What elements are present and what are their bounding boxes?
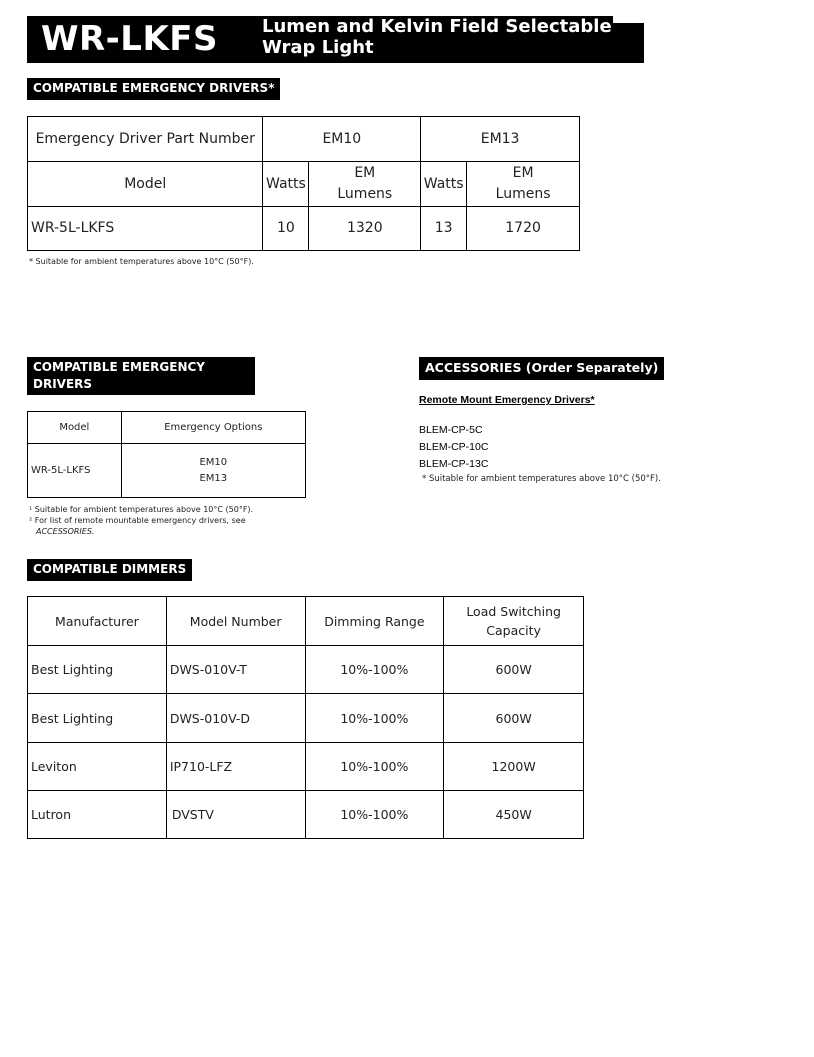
section-heading-emergency-drivers: COMPATIBLE EMERGENCY DRIVERS* <box>27 78 280 100</box>
col-model: Model <box>28 412 122 444</box>
footnote-2: ² For list of remote mountable emergency drivers, see <box>29 516 246 525</box>
table-row <box>28 694 584 743</box>
col-emergency-options: Emergency Options <box>121 412 305 444</box>
table-row <box>28 791 584 839</box>
subtitle-line-2: Wrap Light <box>262 37 374 58</box>
watts-label: Watts <box>263 162 309 207</box>
heading-line-1: COMPATIBLE EMERGENCY DRIVERS <box>33 360 205 391</box>
capacity-cell: 450W <box>444 791 584 839</box>
manufacturer-cell: Best Lighting <box>28 694 167 743</box>
dimmers-table <box>27 596 584 839</box>
manufacturer-cell: Lutron <box>28 791 167 839</box>
row-options <box>121 444 305 498</box>
accessories-list <box>419 422 488 473</box>
em-lumens-label-line-2: Lumens <box>337 186 393 202</box>
driver-em13: EM13 <box>421 117 580 162</box>
capacity-cell: 1200W <box>444 743 584 791</box>
emergency-drivers-table <box>27 116 580 251</box>
manufacturer-cell: Best Lighting <box>28 646 167 694</box>
em-lumens-label-line-2: Lumens <box>495 186 551 202</box>
banner-notch <box>613 16 644 23</box>
section-heading-accessories: ACCESSORIES (Order Separately) <box>419 357 664 380</box>
row-model: WR-5L-LKFS <box>28 207 263 251</box>
option-em10: EM10 <box>199 456 228 468</box>
heading-line-2 <box>33 393 249 412</box>
range-cell: 10%-100% <box>305 694 444 743</box>
em13-watts: 13 <box>421 207 467 251</box>
list-item: BLEM-CP-13C <box>419 458 489 470</box>
col-manufacturer: Manufacturer <box>28 597 167 646</box>
em10-watts: 10 <box>263 207 309 251</box>
heading-line-2-text: INTERNALLY INSTALLED <box>33 396 192 410</box>
em-lumens-label-line-1: EM <box>512 165 534 181</box>
driver-em10: EM10 <box>263 117 421 162</box>
em-lumens-label <box>467 162 580 207</box>
manufacturer-cell: Leviton <box>28 743 167 791</box>
accessories-footnote: * Suitable for ambient temperatures above 10°C (50°F). <box>422 474 661 484</box>
table-row <box>28 207 580 251</box>
internally-installed-table <box>27 411 306 498</box>
table-row <box>28 444 306 498</box>
em-lumens-label-line-1: EM <box>354 165 376 181</box>
section-heading-internally-installed <box>27 357 255 410</box>
row-model: WR-5L-LKFS <box>28 444 122 498</box>
load-col-line-2: Capacity <box>486 623 541 638</box>
footnote-1: ¹ Suitable for ambient temperatures above 10°C (50°F). <box>29 505 254 514</box>
col-dimming-range: Dimming Range <box>305 597 444 646</box>
table-row <box>28 412 306 444</box>
accessories-subheading: Remote Mount Emergency Drivers* <box>419 394 595 406</box>
model-cell: DVSTV <box>166 791 305 839</box>
capacity-cell: 600W <box>444 646 584 694</box>
internally-installed-footnotes <box>29 504 253 537</box>
table-row <box>28 646 584 694</box>
part-number-label: Emergency Driver Part Number <box>28 117 263 162</box>
section-heading-dimmers: COMPATIBLE DIMMERS <box>27 559 192 581</box>
em-lumens-label <box>309 162 421 207</box>
range-cell: 10%-100% <box>305 791 444 839</box>
model-cell: DWS-010V-D <box>166 694 305 743</box>
range-cell: 10%-100% <box>305 646 444 694</box>
capacity-cell: 600W <box>444 694 584 743</box>
model-code: WR-LKFS <box>41 19 219 59</box>
col-load-capacity <box>444 597 584 646</box>
range-cell: 10%-100% <box>305 743 444 791</box>
model-label: Model <box>28 162 263 207</box>
load-col-line-1: Load Switching <box>466 604 561 619</box>
col-model-number: Model Number <box>166 597 305 646</box>
table-row <box>28 117 580 162</box>
list-item: BLEM-CP-5C <box>419 424 483 436</box>
option-em13: EM13 <box>199 472 228 484</box>
emergency-drivers-footnote: * Suitable for ambient temperatures above 10°C (50°F). <box>29 257 254 266</box>
table-row <box>28 743 584 791</box>
em10-lumens: 1320 <box>309 207 421 251</box>
model-cell: DWS-010V-T <box>166 646 305 694</box>
product-subtitle <box>262 16 612 58</box>
table-row <box>28 597 584 646</box>
watts-label: Watts <box>421 162 467 207</box>
footnote-2-continued: ACCESSORIES. <box>36 527 95 536</box>
subtitle-line-1: Lumen and Kelvin Field Selectable <box>262 16 612 37</box>
table-row <box>28 162 580 207</box>
em13-lumens: 1720 <box>467 207 580 251</box>
model-cell: IP710-LFZ <box>166 743 305 791</box>
footnote-markers: 1 2 <box>196 398 206 405</box>
list-item: BLEM-CP-10C <box>419 441 489 453</box>
